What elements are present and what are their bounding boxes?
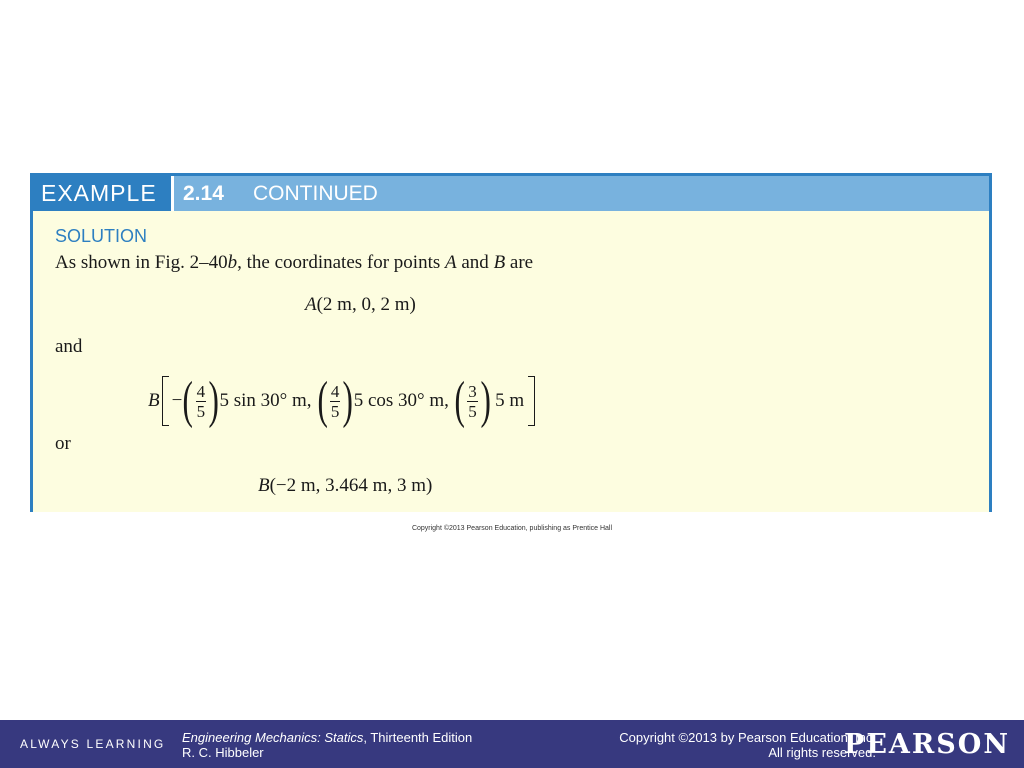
- example-number: 2.14: [183, 182, 224, 205]
- book-author: R. C. Hibbeler: [182, 745, 264, 760]
- left-bracket: [162, 376, 169, 426]
- fraction-2: $\frac{4}{5}$: [330, 381, 340, 421]
- solution-title: SOLUTION: [55, 226, 148, 246]
- fraction-1: $\frac{4}{5}$: [196, 381, 206, 421]
- book-edition: , Thirteenth Edition: [363, 730, 473, 745]
- example-header: [33, 176, 989, 211]
- solution-intro: As shown in Fig. 2–40b, the coordinates for points A and B are: [55, 252, 534, 273]
- or-word: or: [55, 433, 71, 454]
- point-b-formula: B − ( $\frac{4}{5}$ ) 5 sin 30° m, ( $\frac{4}{5}$ ) 5 cos 30° m, ( $\frac{3}{5}$ ) 5 m: [148, 373, 535, 429]
- book-info: [182, 730, 472, 760]
- point-b-result: B(−2 m, 3.464 m, 3 m): [258, 475, 433, 496]
- point-a-equation: A(2 m, 0, 2 m): [305, 294, 416, 315]
- and-word: and: [55, 336, 83, 357]
- right-bracket: [528, 376, 535, 426]
- footer-bar: [0, 720, 1024, 768]
- pearson-logo: PEARSON: [844, 729, 1010, 760]
- book-title: Engineering Mechanics: Statics: [182, 730, 364, 745]
- example-continued: CONTINUED: [253, 182, 378, 205]
- header-divider: [171, 176, 174, 211]
- example-label: EXAMPLE: [33, 176, 171, 211]
- copyright-notice: Copyright ©2013 by Pearson Education, Inc. All rights reserved.: [619, 730, 876, 760]
- example-panel: [30, 173, 992, 512]
- always-learning-tagline: ALWAYS LEARNING: [20, 737, 166, 751]
- figure-copyright: Copyright ©2013 Pearson Education, publishing as Prentice Hall: [411, 525, 613, 532]
- fraction-3: $\frac{3}{5}$: [468, 381, 477, 421]
